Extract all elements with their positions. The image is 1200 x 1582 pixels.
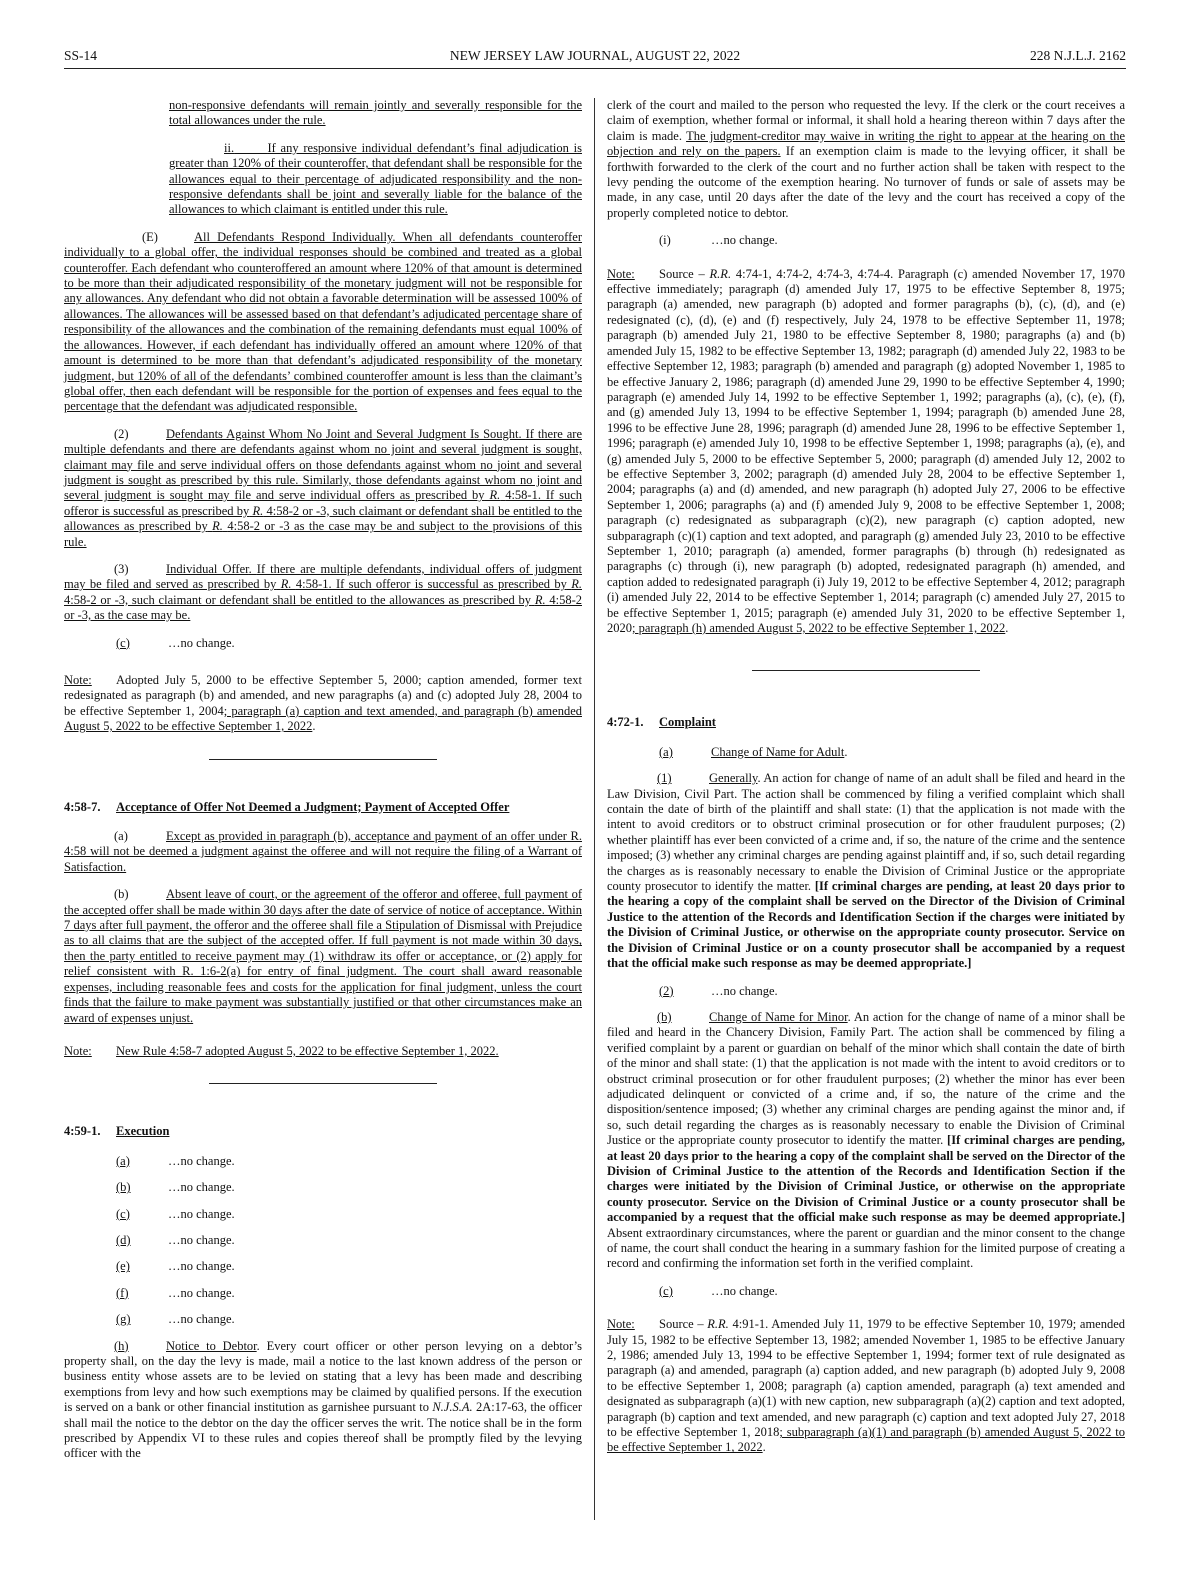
paragraph-label: (b): [114, 887, 129, 902]
paragraph-label: ii.: [224, 140, 235, 155]
paragraph-text: 4:58-2 or -3, as the case may be.: [64, 592, 582, 623]
paragraph-4-58-7-b: [64, 887, 582, 1026]
deleted-text: [If criminal charges are pending, at least 20 days prior to the hearing a copy of the complaint shall be served on the Director of the Division of Criminal Justice to the attention of the Records and Identification Section if the charges were initiated by the Division of Criminal Justice, or otherwise on the appropriate county prosecutor. Service on the Division of Criminal Justice or on a county prosecutor shall be accompanied by a request that the official make such response as may be deemed appropriate.]: [607, 879, 1125, 971]
section-4-58-7-heading: [64, 800, 582, 815]
note-4-72-1: [607, 1317, 1125, 1456]
page-number: SS-14: [64, 48, 98, 63]
page: [64, 0, 1126, 1582]
journal-title: NEW JERSEY LAW JOURNAL, AUGUST 22, 2022: [449, 48, 741, 63]
paragraph-label: (a): [659, 744, 673, 759]
paragraph-label: (i): [659, 233, 671, 248]
paragraph-text: If there are multiple defendants and there are defendants against whom no joint and several judgment is sought, claimant may file and serve individual offers on those defendants against whom no joint and several judgment is sought as prescribed by this rule. Similarly, those defendants against whom no joint and several judgment is sought may file and serve individual offers as prescribed by: [64, 426, 582, 503]
section-number: 4:72-1.: [607, 715, 644, 730]
execution-item: [116, 1180, 582, 1195]
paragraph-caption: Notice to Debtor: [166, 1338, 257, 1353]
paragraph-text: An action for change of name of an adult shall be filed and heard in the Law Division, Civil Part. The action shall be commenced by filing a verified complaint which shall contain the date of birth of the plaintiff and shall state: (1) that the application is not made with the intent to avoid creditors or to obstruct criminal prosecution or for other fraudulent purposes; (2) whether plaintiff has ever been convicted of a crime and, if so, the nature of the crime and the sentence imposed; (3) whether any criminal charges are pending against plaintiff and, if so, such detail regarding the charges as is reasonably necessary to enable the Division of Criminal Justice or the appropriate county prosecutor to identify the matter.: [607, 771, 1125, 894]
section-title: Acceptance of Offer Not Deemed a Judgment; Payment of Accepted Offer: [116, 799, 510, 814]
note-text: New Rule 4:58-7 adopted August 5, 2022 to be effective September 1, 2022.: [116, 1043, 499, 1058]
paragraph-h-continued: [607, 98, 1125, 221]
statute-ref: N.J.S.A.: [432, 1400, 473, 1415]
left-column: [64, 98, 582, 1474]
paragraph-label: (f): [116, 1285, 129, 1300]
paragraph-ii: [169, 141, 582, 218]
paragraph-text: 2A:17-63, the officer shall mail the notice to the debtor on the day the officer serves the writ. The notice shall be in the form prescribed by Appendix VI to these rules and copies thereof shall be promptly filed by the levying officer with the: [64, 1400, 583, 1461]
paragraph-text: 4:58-2 or -3, such claimant or defendant shall be entitled to the allowances as prescribed by: [64, 503, 583, 534]
paragraph-label: (h): [114, 1338, 129, 1353]
section-number: 4:58-7.: [64, 799, 101, 814]
rule-ref: R.: [252, 503, 264, 518]
note-source: Source –: [659, 266, 705, 281]
rule-ref: R.: [212, 519, 223, 534]
execution-item: [116, 1154, 582, 1169]
paragraph-2: (2) Defendants Against Whom No Joint and Several Judgment Is Sought. If there are multiple defendants and there are defendants against whom no joint and several judgment is sought, claimant may file and serve individual offers on those defendants against whom no joint and several judgment is sought as prescribed by this rule. Similarly, those defendants against whom no joint and several judgment is sought may file and serve individual offers as prescribed by R. 4:58-1. If such offeror is successful as prescribed by R. 4:58-2 or -3, such claimant or defendant shall be entitled to the allowances as prescribed by R. 4:58-2 or -3 as the case may be and subject to the provisions of this rule.: [64, 426, 583, 549]
paragraph-text: …no change.: [168, 1312, 235, 1327]
paragraph-label: (1): [657, 771, 672, 786]
paragraph-text: An action for the change of name of a minor shall be filed and heard in the Chancery Division, Family Part. The action shall be commenced by filing a verified complaint by a parent or guardian on behalf of the minor which shall contain the date of birth of the minor and shall state: (1) that the application is not made with the intent to avoid creditors or to obstruct criminal prosecution or for other fraudulent purposes; (2) whether the minor has ever been adjudicated delinquent or convicted of a crime and, if so, the nature of the crime and the disposition/sentence imposed; (3) whether any criminal charges are pending against the minor and, if so, such detail regarding the charges as is reasonably necessary to enable the Division of Criminal Justice or the appropriate county prosecutor to identify the matter.: [607, 1009, 1126, 1148]
paragraph-label: (c): [659, 1283, 673, 1298]
paragraph-amendment: The judgment-creditor may waive in writing the right to appear at the hearing on the objection and rely on the papers.: [607, 128, 1125, 159]
paragraph-text: …no change.: [168, 1285, 235, 1300]
note-period: .: [1005, 621, 1009, 635]
execution-item: [116, 1312, 582, 1327]
paragraph-a-2: [659, 984, 1125, 999]
note-text: Adopted July 5, 2000 to be effective September 5, 2000; caption amended, former text redesignated as paragraph (b) and amended, and new paragraphs (a) and (c) adopted July 28, 2004 to be effective September 1, 2004: [64, 673, 582, 718]
paragraph-text: …no change.: [168, 1232, 235, 1247]
paragraph-label: (a): [116, 1153, 130, 1168]
paragraph-label: (c): [116, 635, 130, 650]
section-number: 4:59-1.: [64, 1124, 101, 1139]
note-4-58: [64, 673, 582, 735]
paragraph-E: (E) All Defendants Respond Individually. When all defendants counteroffer individually to a global offer, the individual responses should be combined and treated as a global counteroffer. Each defendant who counteroffered an amount where 120% of that amount is determined to be more than their adjudicated responsibility of the monetary judgment will not be responsible for any allowances. Any defendant who did not obtain a favorable determination will be assessed 100% of allowances. The allowances will be assessed based on that defendant’s adjudicated percentage share of responsibility of the allowances and the combination of the remaining defendants must equal 100% of the allowances. However, if each defendant has individually offered an amount where 120% of that amount is determined to be more than that defendant’s adjudicated responsibility of the monetary judgment, but 120% of all of the defendants’ combined counteroffer amount is less than the claimant’s global offer, then each defendant will be responsible for the portion of expenses and fees equal to the percentage that the defendant was adjudicated responsible.: [64, 229, 582, 414]
section-4-72-1-heading: [607, 715, 1125, 730]
paragraph-caption: Defendants Against Whom No Joint and Several Judgment Is Sought: [166, 426, 519, 441]
running-header: [64, 48, 1126, 69]
rule-ref: R.: [571, 577, 582, 592]
note-label: Note:: [607, 266, 635, 281]
paragraph-text: When all defendants counteroffer individually to a global offer, the individual responses should be combined and treated as a global counteroffer. Each defendant who counteroffered an amount where 120% of that amount is determined to be more than their adjudicated responsibility of the monetary judgment will not be responsible for any allowances. Any defendant who did not obtain a favorable determination will be assessed 100% of allowances. The allowances will be assessed based on that defendant’s adjudicated percentage share of responsibility of the allowances and the combination of the remaining defendants must equal 100% of the allowances. However, if each defendant has individually offered an amount where 120% of that amount is determined to be more than that defendant’s adjudicated responsibility of the monetary judgment, but 120% of all of the defendants’ combined counteroffer amount is less than the claimant’s global offer, then each defendant will be responsible for the portion of expenses and fees equal to the percentage that the defendant was adjudicated responsible.: [64, 229, 582, 414]
note-text: 4:74-1, 4:74-2, 4:74-3, 4:74-4. Paragraph (c) amended November 17, 1970 effective immediately; paragraph (d) amended July 17, 1975 to be effective September 8, 1975; paragraph (a) amended, new paragraph (b) adopted and former paragraphs (b), (c), (d), and (e) redesignated (c), (d), (e) and (f) respectively, July 24, 1978 to be effective September 11, 1978; paragraph (b) amended July 21, 1980 to be effective September 8, 1980; paragraphs (a) and (b) amended July 15, 1982 to be effective September 13, 1982; paragraph (d) amended July 22, 1983 to be effective September 12, 1983; paragraph (b) amended and paragraph (g) adopted November 1, 1985 to be effective January 2, 1986; paragraph (d) amended June 29, 1990 to be effective September 4, 1990; paragraph (e) amended July 14, 1992 to be effective September 1, 1992; paragraphs (a), (c), (e), (f), and (g) amended July 13, 1994 to be effective September 1, 1994; paragraph (b) amended June 28, 1996 to be effective June 28, 1996; paragraph (d) amended June 28, 1996 to be effective September 1, 1996; paragraph (e) amended July 10, 1998 to be effective September 1, 1998; paragraphs (a), (e), and (g) amended July 5, 2000 to be effective September 5, 2000; paragraph (d) amended July 12, 2002 to be effective September 3, 2002; paragraph (d) amended July 28, 2004 to be effective September 1, 2004; paragraphs (a) and (d) amended, and new paragraph (h) adopted July 27, 2006 to be effective September 1, 2006; paragraphs (a) and (f) amended July 9, 2008 to be effective September 1, 2008; paragraph (c) redesignated as subparagraph (c)(2), new paragraph (c) caption adopted, new subparagraph (c)(1) caption and text adopted, and paragraph (g) amended July 23, 2010 to be effective September 1, 2010; paragraph (a) amended, former paragraphs (b) through (h) redesignated as paragraphs (c) through (i), new paragraph (b) adopted, redesignated paragraph (h) amended, and caption added to redesignated paragraph (i) July 19, 2012 to be effective September 4, 2012; paragraph (i) amended July 22, 2014 to be effective September 1, 2014; paragraph (c) amended July 27, 2015 to be effective September 1, 2015; paragraph (e) amended July 31, 2020 to be effective September 1, 2020: [607, 266, 1126, 635]
paragraph-caption: Change of Name for Minor: [709, 1009, 848, 1024]
execution-item: [116, 1233, 582, 1248]
note-source: Source –: [659, 1317, 704, 1332]
right-column: [607, 98, 1125, 1468]
section-title: Execution: [116, 1124, 170, 1139]
rule-ref: R.R.: [709, 266, 732, 281]
note-period: .: [762, 1440, 766, 1455]
execution-item: [116, 1259, 582, 1274]
paragraph-label: (d): [116, 1232, 131, 1247]
paragraph-text: 4:58-2 or -3, such claimant or defendant shall be entitled to the allowances as prescribed by: [64, 592, 532, 607]
paragraph-text: If an exemption claim is made to the levying officer, it shall be forthwith forwarded to the clerk of the court and no further action shall be taken with respect to the levy pending the outcome of the exemption hearing. No turnover of funds or sale of assets may be made, in any case, until 20 days after the date of the levy and the court has received a copy of the properly completed notice to debtor.: [607, 144, 1125, 220]
rule-ref: R.: [280, 577, 292, 592]
paragraph-label: (2): [114, 426, 129, 441]
paragraph-label: (g): [116, 1312, 131, 1327]
paragraph-caption: Change of Name for Adult: [711, 744, 845, 759]
citation: 228 N.J.L.J. 2162: [1029, 48, 1126, 63]
paragraph-caption: Individual Offer: [166, 561, 249, 576]
execution-item: [116, 1286, 582, 1301]
paragraph-4-58-7-a: [64, 829, 582, 875]
note-text: 4:91-1. Amended July 11, 1979 to be effective September 10, 1979; amended July 15, 1982 to be effective September 13, 1982; amended November 1, 1985 to be effective January 2, 1986; amended July 13, 1994 to be effective September 1, 1994; former text of rule designated as paragraph (a) and amended, paragraph (a) caption added, and new paragraph (b) adopted July 9, 2008 to be effective September 1, 2008; paragraph (a) caption amended, paragraph (a) text amended and designated as subparagraph (a)(1) with new caption, new subparagraph (a)(2) caption and text adopted, paragraph (b) caption and text amended, and new paragraph (c) caption and text adopted July 27, 2018 to be effective September 1, 2018: [607, 1317, 1126, 1440]
paragraph-label: (a): [114, 829, 128, 844]
paragraph-text: Every court officer or other person levying on a debtor’s property shall, on the day the levy is made, mail a notice to the last known address of the person or business entity whose assets are to be levied on stating that a levy has been made and describing exemptions from levy and how such exemptions may be claimed by qualified persons. If the execution is served on a bank or other financial institution as garnishee pursuant to: [64, 1338, 583, 1415]
paragraph-text: 4:58-1. If such offeror is successful as prescribed by: [295, 577, 567, 592]
note-label: Note:: [607, 1317, 635, 1332]
paragraph-caption: All Defendants Respond Individually: [194, 229, 393, 244]
section-title: Complaint: [659, 715, 716, 730]
paragraph-a-adult: (a) Change of Name for Adult.: [659, 744, 848, 759]
paragraph-text: Except as provided in paragraph (b), acceptance and payment of an offer under R. 4:58 will not be deemed a judgment against the offeree and will not require the filing of a Warrant of Satisfaction.: [64, 829, 582, 874]
paragraph-3: (3) Individual Offer. If there are multiple defendants, individual offers of judgment may be filed and served as prescribed by R. 4:58-1. If such offeror is successful as prescribed by R. 4:58-2 or -3, such claimant or defendant shall be entitled to the allowances as prescribed by R. 4:58-2 or -3, as the case may be.: [64, 561, 582, 623]
execution-paragraph-list: [64, 1154, 582, 1328]
paragraph-text: …no change.: [711, 1283, 778, 1298]
paragraph-h-notice-to-debtor: (h) Notice to Debtor. Every court officer or other person levying on a debtor’s property shall, on the day the levy is made, mail a notice to the last known address of the person or business entity whose assets are to be levied on stating that a levy has been made and describing exemptions from levy and how such exemptions may be claimed by qualified persons. If the execution is served on a bank or other financial institution as garnishee pursuant to N.J.S.A. 2A:17-63, the officer shall mail the notice to the debtor on the day the officer serves the writ. The notice shall be in the form prescribed by Appendix VI to these rules and copies thereof shall be promptly filed by the levying officer with the: [64, 1338, 583, 1461]
paragraph-label: (b): [116, 1180, 131, 1195]
paragraph-text: …no change.: [711, 233, 778, 248]
paragraph-c: [116, 636, 582, 651]
note-amendment: ; subparagraph (a)(1) and paragraph (b) amended August 5, 2022 to be effective September 1, 2022: [607, 1425, 1125, 1455]
paragraph-text: If any responsive individual defendant’s final adjudication is greater than 120% of their counteroffer, that defendant shall be responsible for the allowances equal to their percentage of adjudicated responsibility and the non-responsive defendants shall be joint and severally liable for the balance of the allowances to which claimant is entitled under this rule.: [169, 140, 582, 217]
section-separator: [752, 670, 980, 671]
paragraph-text: …no change.: [168, 635, 235, 650]
section-4-59-1-heading: [64, 1124, 582, 1139]
paragraph-label: (b): [657, 1009, 672, 1024]
paragraph-text: 4:58-2 or -3 as the case may be and subject to the provisions of this rule.: [64, 519, 583, 549]
paragraph-label: (e): [116, 1259, 130, 1274]
paragraph-label: (3): [114, 561, 129, 576]
section-separator: [209, 1083, 437, 1084]
paragraph-text: …no change.: [168, 1206, 235, 1221]
column-divider: [594, 98, 595, 1520]
deleted-text: [If criminal charges are pending, at least 20 days prior to the hearing a copy of the complaint shall be served on the Director of the Division of Criminal Justice to the attention of the Records and Identification Section if the charges were initiated by the Division of Criminal Justice, or otherwise on the appropriate county prosecutor. Service on the Division of Criminal Justice or a county prosecutor shall be accompanied by a request that the official make such response as may be deemed appropriate.]: [607, 1133, 1126, 1225]
paragraph-text: Absent leave of court, or the agreement of the offeror and offeree, full payment of the accepted offer shall be made within 30 days after the date of service of notice of acceptance. Within 7 days after full payment, the offeror and the offeree shall file a Stipulation of Dismissal with Prejudice as to all claims that are the subject of the accepted offer. If full payment is not made within 30 days, then the party entitled to receive payment may (1) withdraw its offer or acceptance, or (2) apply for relief consistent with R. 1:6-2(a) for entry of final judgment. The court shall award reasonable expenses, including reasonable fees and costs for the application for final judgment, unless the court finds that the failure to make payment was substantially justified or that other circumstances make an award of expenses unjust.: [64, 887, 582, 1025]
execution-item: [116, 1207, 582, 1222]
note-amendment: ; paragraph (a) caption and text amended, and paragraph (b) amended August 5, 2022 to be effective September 1, 2022: [64, 703, 582, 734]
paragraph-b-minor: (b) Change of Name for Minor. An action for the change of name of a minor shall be filed and heard in the Chancery Division, Family Part. The action shall be commenced by filing a verified complaint by a parent or guardian on behalf of the minor which shall contain the date of birth of the minor and shall state: (1) that the application is not made with the intent to avoid creditors or to obstruct criminal prosecution or for other fraudulent purposes; (2) whether the minor has ever been adjudicated delinquent or convicted of a crime and, if so, the nature of the crime and the disposition/sentence imposed; (3) whether any criminal charges are pending against the minor and, if so, such detail regarding the charges as is reasonably necessary to enable the Division of Criminal Justice or the appropriate county prosecutor to identify the matter. [If criminal charges are pending, at least 20 days prior to the hearing a copy of the complaint shall be served on the Director of the Division of Criminal Justice to the attention of the Records and Identification Section if the charges were initiated by the Division of Criminal Justice, or otherwise on the appropriate county prosecutor. Service on the Division of Criminal Justice or a county prosecutor shall be accompanied by a request that the official make such response as may be deemed appropriate.] Absent extraordinary circumstances, where the parent or guardian and the minor consent to the change of name, the court shall conduct the hearing in a summary fashion for the limited purpose of creating a record and confirming the information set forth in the verified complaint.: [607, 1009, 1126, 1271]
paragraph-text: …no change.: [711, 983, 778, 998]
paragraph-text: …no change.: [168, 1259, 235, 1274]
paragraph-a-1: (1) Generally. An action for change of name of an adult shall be filed and heard in the Law Division, Civil Part. The action shall be commenced by filing a verified complaint which shall contain the date of birth of the plaintiff and shall state: (1) that the application is not made with the intent to avoid creditors or to obstruct criminal prosecution or for other fraudulent purposes; (2) whether plaintiff has ever been convicted of a crime and, if so, the nature of the crime and the sentence imposed; (3) whether any criminal charges are pending against plaintiff and, if so, such detail regarding the charges as is reasonably necessary to enable the Division of Criminal Justice or the appropriate county prosecutor to identify the matter. [If criminal charges are pending, at least 20 days prior to the hearing a copy of the complaint shall be served on the Director of the Division of Criminal Justice to the attention of the Records and Identification Section if the charges were initiated by the Division of Criminal Justice, or otherwise on the appropriate county prosecutor. Service on the Division of Criminal Justice or on a county prosecutor shall be accompanied by a request that the official make such response as may be deemed appropriate.]: [607, 771, 1125, 971]
paragraph-i: [659, 233, 1125, 248]
paragraph-label: (2): [659, 983, 674, 998]
note-label: Note:: [64, 673, 92, 687]
paragraph-text: …no change.: [168, 1180, 235, 1195]
paragraph-text: Absent extraordinary circumstances, where the parent or guardian and the minor consent to the change of name, the court shall conduct the hearing in a summary fashion for the limited purpose of creating a record and confirming the information set forth in the verified complaint.: [607, 1225, 1125, 1271]
rule-ref: R.R.: [707, 1317, 729, 1332]
rule-ref: R.: [534, 592, 546, 607]
paragraph-text: If there are multiple defendants, individual offers of judgment may be filed and served as prescribed by: [64, 561, 582, 592]
paragraph-text: 4:58-1. If such offeror is successful as prescribed by: [64, 488, 583, 518]
section-separator: [209, 759, 437, 760]
note-4-59-1: [607, 267, 1125, 637]
paragraph-text: …no change.: [168, 1153, 235, 1168]
paragraph-label: (E): [142, 229, 158, 244]
paragraph-c-name: [659, 1284, 1125, 1299]
rule-ref: R.: [489, 488, 501, 503]
paragraph-text: clerk of the court and mailed to the person who requested the levy. If the clerk or the court receives a claim of exemption, whether formal or informal, it shall hold a hearing thereon within 7 days after the claim is made.: [607, 98, 1125, 143]
note-label: Note:: [64, 1043, 92, 1058]
paragraph-caption: Generally: [709, 771, 758, 786]
note-4-58-7: [64, 1044, 582, 1059]
paragraph-non-responsive: non-responsive defendants will remain jointly and severally responsible for the total allowances under the rule.: [169, 98, 582, 128]
note-period: .: [312, 719, 316, 734]
note-amendment: ; paragraph (h) amended August 5, 2022 to be effective September 1, 2022: [632, 621, 1006, 635]
paragraph-label: (c): [116, 1206, 130, 1221]
